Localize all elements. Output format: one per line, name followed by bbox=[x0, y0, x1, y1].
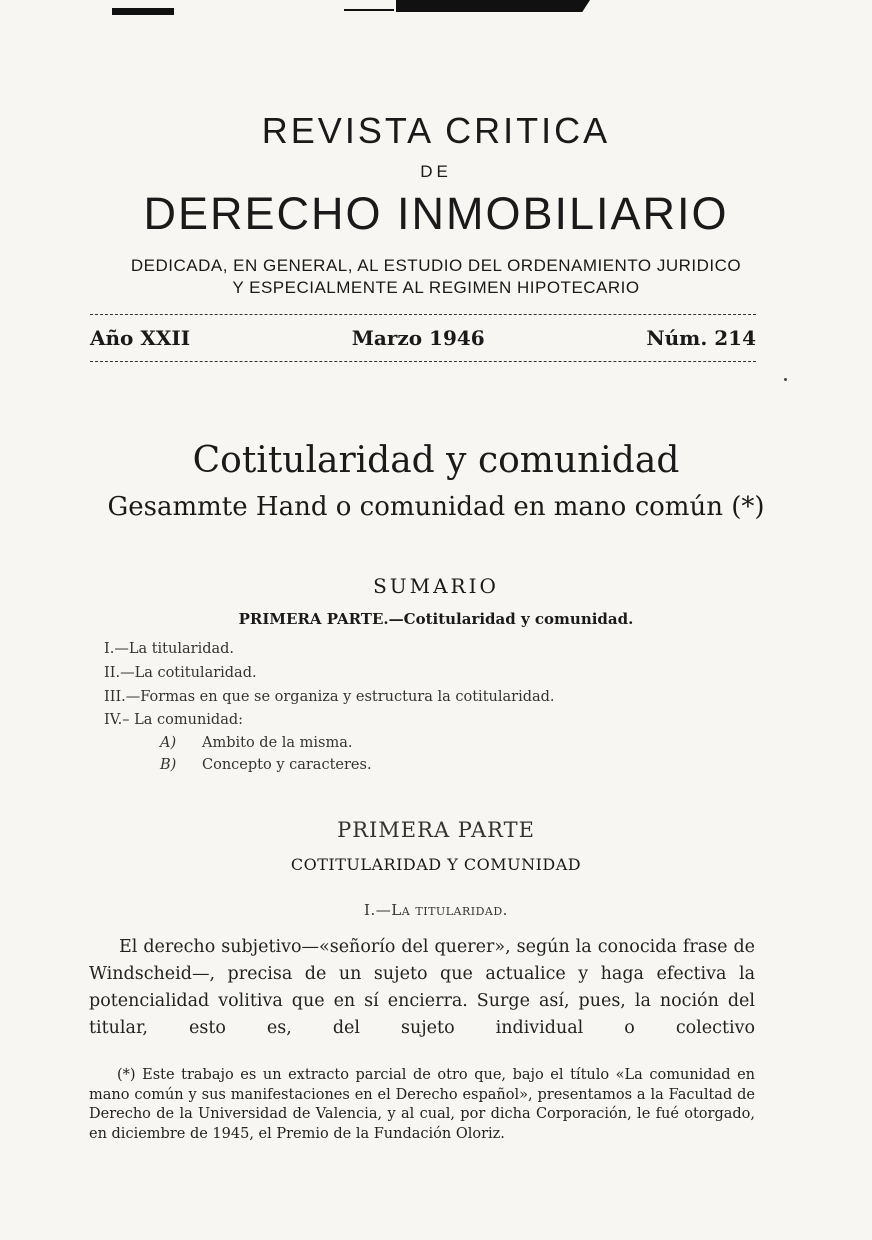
rule-bottom bbox=[90, 361, 756, 362]
body-text bbox=[89, 934, 755, 1042]
section-part: PRIMERA PARTE bbox=[337, 818, 535, 842]
toc-subitem-b-text: Concepto y caracteres. bbox=[202, 757, 372, 773]
toc-subitem-b-marker: B) bbox=[160, 757, 177, 773]
footnote bbox=[89, 1066, 755, 1144]
journal-subtitle-line1: DEDICADA, EN GENERAL, AL ESTUDIO DEL ORDENAMIENTO JURIDICO bbox=[130, 256, 742, 275]
toc-item-1: I.—La titularidad. bbox=[104, 641, 235, 657]
scan-mark-right bbox=[396, 0, 590, 12]
toc-subitem-a-text: Ambito de la misma. bbox=[202, 735, 353, 751]
issue-info bbox=[90, 326, 756, 350]
journal-title-line1: REVISTA CRITICA bbox=[261, 110, 611, 151]
toc-item-2: II.—La cotitularidad. bbox=[104, 665, 257, 681]
scan-mark-left bbox=[112, 8, 174, 15]
sumario-part-heading: PRIMERA PARTE.—Cotitularidad y comunidad. bbox=[238, 610, 634, 628]
toc-item-3: III.—Formas en que se organiza y estructura la cotitularidad. bbox=[104, 689, 555, 705]
issue-date: Marzo 1946 bbox=[351, 326, 485, 350]
toc-subitem-b bbox=[160, 757, 372, 773]
section-part-title: COTITULARIDAD Y COMUNIDAD bbox=[290, 855, 582, 874]
journal-title-line2: DERECHO INMOBILIARIO bbox=[143, 188, 729, 239]
section-heading: I.—La titularidad. bbox=[364, 901, 508, 919]
toc-item-4: IV.– La comunidad: bbox=[104, 712, 244, 728]
journal-title-de: DE bbox=[420, 162, 452, 181]
toc-subitem-a bbox=[160, 735, 353, 751]
scan-mark-thin bbox=[344, 9, 394, 11]
footnote-text: (*) Este trabajo es un extracto parcial de otro que, bajo el título «La comunidad en mano común y sus manifestaciones en el Derecho español», presentamos a la Facultad de Derecho de la Universidad de Valencia, y al cual, por dicha Corporación, le fué otorgado, en diciembre de 1945, el Premio de la Fundación Oloriz. bbox=[89, 1067, 755, 1142]
article-title: Cotitularidad y comunidad bbox=[192, 440, 680, 481]
speck bbox=[784, 378, 787, 381]
issue-number: Núm. 214 bbox=[646, 326, 756, 350]
rule-top bbox=[90, 314, 756, 315]
journal-subtitle-line2: Y ESPECIALMENTE AL REGIMEN HIPOTECARIO bbox=[232, 278, 640, 297]
article-subtitle: Gesammte Hand o comunidad en mano común (*) bbox=[107, 492, 765, 522]
issue-year: Año XXII bbox=[90, 326, 191, 350]
body-paragraph: El derecho subjetivo—«señorío del querer», según la conocida frase de Windscheid—, precisa de un sujeto que actualice y haga efectiva la potencialidad volitiva que en sí encierra. Surge así, pues, la noción del titular, esto es, del sujeto individual o colectivo bbox=[89, 937, 755, 1038]
toc-subitem-a-marker: A) bbox=[160, 735, 177, 751]
sumario-heading: SUMARIO bbox=[373, 574, 499, 598]
